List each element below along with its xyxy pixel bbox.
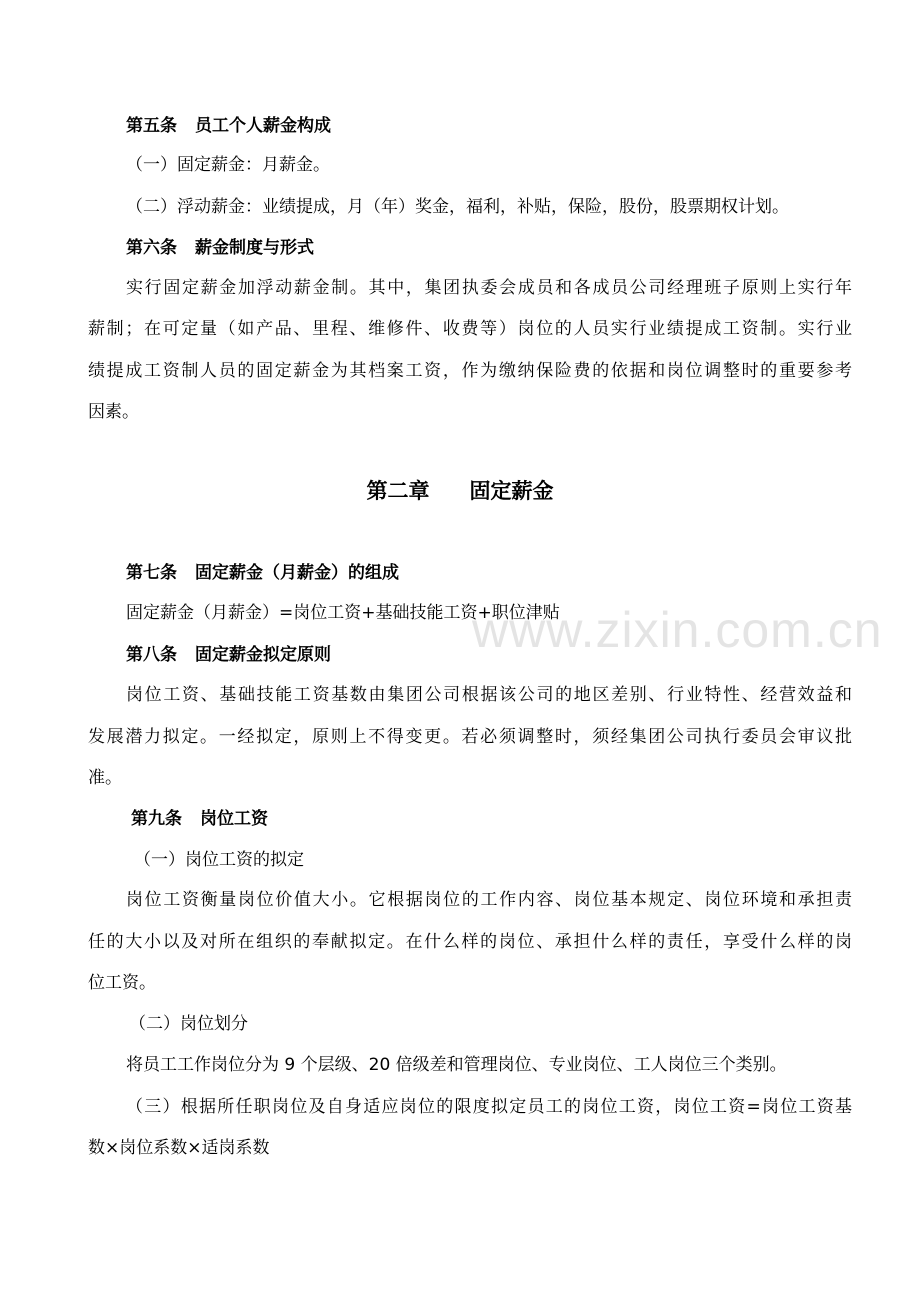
article-8-number: 第八条 [126,645,177,665]
article-6-title: 薪金制度与形式 [195,238,314,258]
article-8-heading [126,645,331,665]
article-6-heading [126,238,314,258]
article-9-para-line-5: 数×岗位系数×适岗系数 [88,1138,270,1158]
article-6-para-line-1: 实行固定薪金加浮动薪金制。其中，集团执委会成员和各成员公司经理班子原则上实行年 [126,278,852,298]
article-5-number: 第五条 [126,116,177,136]
article-9-subsection-2: （二）岗位划分 [129,1014,248,1034]
article-8-title: 固定薪金拟定原则 [195,645,331,665]
article-9-para-line-2: 任的大小以及对所在组织的奉献拟定。在什么样的岗位、承担什么样的责任，享受什么样的岗 [88,932,852,952]
article-7-title: 固定薪金（月薪金）的组成 [195,563,399,583]
article-5-heading [126,116,331,136]
chapter-2-heading [0,479,920,503]
article-5-line-2: （二）浮动薪金：业绩提成，月（年）奖金，福利，补贴，保险，股份，股票期权计划。 [126,197,789,217]
article-8-para-line-3: 准。 [88,768,122,788]
article-6-para-line-4: 因素。 [88,402,139,422]
article-7-number: 第七条 [126,563,177,583]
article-9-para-line-4: 将员工工作岗位分为 9 个层级、20 倍级差和管理岗位、专业岗位、工人岗位三个类别。 [126,1055,787,1075]
watermark: www.zixin.com.cn [472,602,883,658]
article-9-para-line-1: 岗位工资衡量岗位价值大小。它根据岗位的工作内容、岗位基本规定、岗位环境和承担责 [126,890,852,910]
article-7-heading [126,563,399,583]
article-8-para-line-2: 发展潜力拟定。一经拟定，原则上不得变更。若必须调整时，须经集团公司执行委员会审议批 [88,727,852,747]
article-9-para-line-3: 位工资。 [88,973,156,993]
chapter-title: 固定薪金 [469,479,554,503]
article-9-title: 岗位工资 [200,809,268,829]
article-8-para-line-1: 岗位工资、基础技能工资基数由集团公司根据该公司的地区差别、行业特性、经营效益和 [126,685,852,705]
article-9-subsection-1: （一）岗位工资的拟定 [134,850,304,870]
article-5-title: 员工个人薪金构成 [195,116,331,136]
article-6-para-line-2: 薪制；在可定量（如产品、里程、维修件、收费等）岗位的人员实行业绩提成工资制。实行业 [88,319,852,339]
article-7-formula: 固定薪金（月薪金）=岗位工资+基础技能工资+职位津贴 [126,603,560,623]
article-5-line-1: （一）固定薪金：月薪金。 [126,155,330,175]
article-6-number: 第六条 [126,238,177,258]
article-9-number: 第九条 [131,809,182,829]
article-6-para-line-3: 绩提成工资制人员的固定薪金为其档案工资，作为缴纳保险费的依据和岗位调整时的重要参考 [88,361,852,381]
article-9-subsection-3: （三）根据所任职岗位及自身适应岗位的限度拟定员工的岗位工资，岗位工资=岗位工资基 [126,1097,852,1117]
chapter-number: 第二章 [366,479,430,503]
article-9-heading [131,809,268,829]
